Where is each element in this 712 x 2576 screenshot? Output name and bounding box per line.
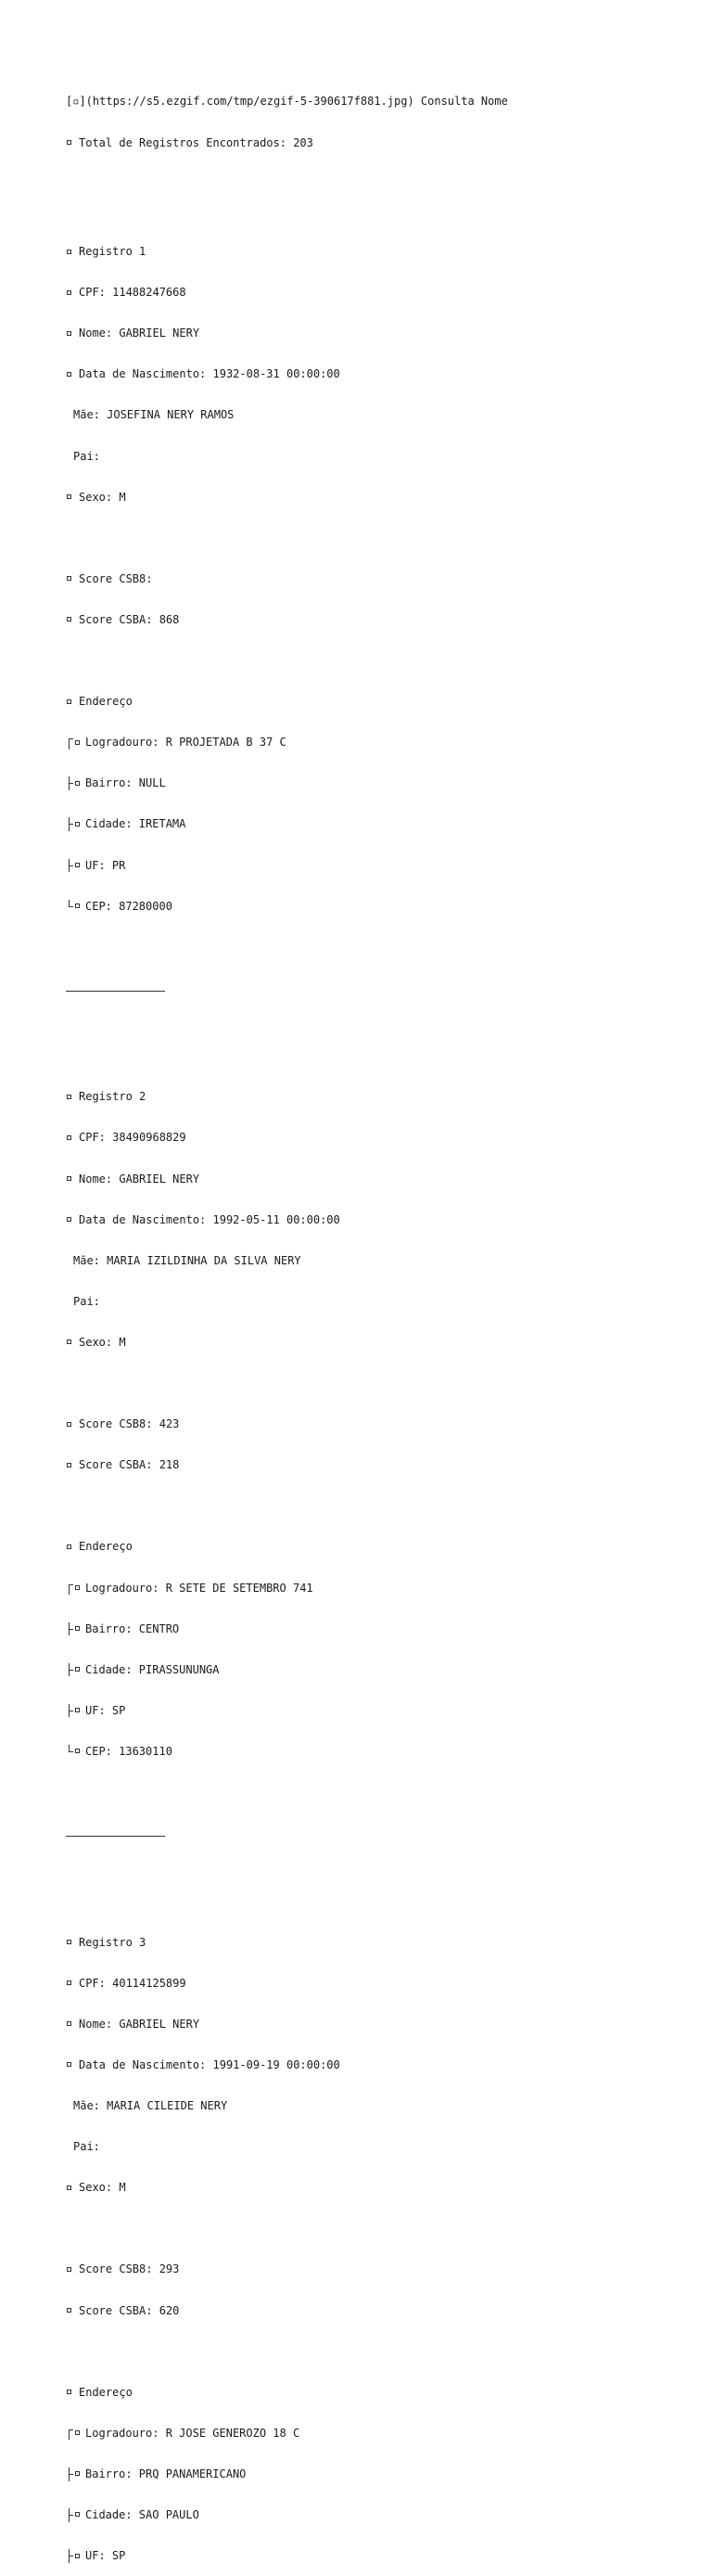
tree-branch-icon (68, 736, 75, 750)
record-sexo: Sexo: M (66, 491, 508, 505)
record-score-csba: Score CSBA: 868 (66, 613, 508, 627)
record-nome: Nome: GABRIEL NERY (66, 1173, 508, 1186)
record-bairro: Bairro: NULL (66, 776, 508, 790)
record-pai: Pai: (73, 449, 100, 463)
record-cpf: CPF: 38490968829 (66, 1131, 508, 1145)
record-logradouro: Logradouro: R JOSE GENEROZO 18 C (66, 2427, 508, 2441)
square-bullet-icon (67, 1940, 71, 1944)
record-title: Registro 1 (66, 245, 508, 259)
record-endereco: Endereço (66, 1540, 508, 1554)
tree-branch-icon (68, 1663, 75, 1677)
square-bullet-icon (75, 2471, 80, 2476)
square-bullet-icon (67, 1339, 71, 1344)
record-sexo: Sexo: M (66, 1336, 508, 1350)
record-cidade: Cidade: PIRASSUNUNGA (66, 1663, 508, 1677)
record-endereco: Endereço (66, 695, 508, 709)
square-bullet-icon (67, 1095, 71, 1099)
record-nascimento: Data de Nascimento: 1932-08-31 00:00:00 (66, 367, 508, 381)
record-cpf: CPF: 11488247668 (66, 286, 508, 300)
record-separator (66, 981, 165, 995)
tree-branch-icon (68, 859, 75, 873)
tree-branch-icon (68, 2549, 75, 2563)
record-uf: UF: SP (66, 2549, 508, 2563)
square-bullet-icon (67, 1980, 71, 1985)
square-bullet-icon (67, 290, 71, 295)
record-nascimento: Data de Nascimento: 1992-05-11 00:00:00 (66, 1213, 508, 1227)
square-bullet-icon (67, 1463, 71, 1467)
square-bullet-icon (75, 1708, 80, 1712)
square-bullet-icon (75, 2512, 80, 2517)
square-bullet-icon (75, 1585, 80, 1590)
square-bullet-icon (75, 1667, 80, 1672)
tree-end-icon (68, 900, 75, 914)
square-bullet-icon (67, 576, 71, 581)
square-bullet-icon (75, 1749, 80, 1753)
tree-branch-icon (68, 2467, 75, 2481)
record-nascimento: Data de Nascimento: 1991-09-19 00:00:00 (66, 2058, 508, 2072)
record-cidade: Cidade: SAO PAULO (66, 2508, 508, 2522)
square-bullet-icon (75, 822, 80, 827)
record-mae: Mãe: MARIA CILEIDE NERY (73, 2099, 228, 2113)
square-bullet-icon (67, 617, 71, 622)
square-bullet-icon (67, 494, 71, 499)
record-separator (66, 1826, 165, 1840)
record-pai: Pai: (73, 1294, 100, 1308)
record-pai: Pai: (73, 2140, 100, 2154)
record-cep: CEP: 87280000 (66, 900, 508, 914)
record-endereco: Endereço (66, 2386, 508, 2400)
square-bullet-icon (67, 1176, 71, 1181)
square-bullet-icon (67, 1544, 71, 1549)
tree-branch-icon (68, 1582, 75, 1596)
square-bullet-icon (67, 1217, 71, 1222)
square-bullet-icon (67, 699, 71, 704)
square-bullet-icon (67, 250, 71, 254)
square-bullet-icon (75, 1626, 80, 1631)
square-bullet-icon (67, 2185, 71, 2190)
tree-end-icon (68, 1745, 75, 1759)
square-bullet-icon (67, 2390, 71, 2394)
square-bullet-icon (67, 2308, 71, 2313)
square-bullet-icon (75, 781, 80, 786)
tree-branch-icon (68, 1622, 75, 1636)
record-bairro: Bairro: CENTRO (66, 1622, 508, 1636)
record-uf: UF: SP (66, 1704, 508, 1718)
square-bullet-icon (67, 140, 71, 145)
square-bullet-icon (75, 740, 80, 745)
tree-branch-icon (68, 817, 75, 831)
record-score-csba: Score CSBA: 218 (66, 1458, 508, 1472)
record-cep: CEP: 13630110 (66, 1745, 508, 1759)
square-bullet-icon (67, 372, 71, 377)
record-bairro: Bairro: PRQ PANAMERICANO (66, 2467, 508, 2481)
square-bullet-icon (67, 331, 71, 336)
record-nome: Nome: GABRIEL NERY (66, 327, 508, 340)
record-title: Registro 3 (66, 1936, 508, 1950)
tree-branch-icon (68, 1704, 75, 1718)
record-mae: Mãe: MARIA IZILDINHA DA SILVA NERY (73, 1253, 301, 1267)
square-bullet-icon (67, 1135, 71, 1140)
square-bullet-icon (67, 2062, 71, 2067)
document-body (66, 68, 508, 2576)
record-nome: Nome: GABRIEL NERY (66, 2018, 508, 2031)
square-bullet-icon (67, 1422, 71, 1427)
record-cidade: Cidade: IRETAMA (66, 817, 508, 831)
record-uf: UF: PR (66, 859, 508, 873)
square-bullet-icon (75, 2554, 80, 2558)
record-logradouro: Logradouro: R PROJETADA B 37 C (66, 736, 508, 750)
tree-branch-icon (68, 2508, 75, 2522)
square-bullet-icon (67, 2021, 71, 2026)
record-score-csb8: Score CSB8: 423 (66, 1417, 508, 1431)
record-logradouro: Logradouro: R SETE DE SETEMBRO 741 (66, 1582, 508, 1596)
record-cpf: CPF: 40114125899 (66, 1977, 508, 1991)
square-bullet-icon (75, 863, 80, 867)
record-score-csb8: Score CSB8: 293 (66, 2262, 508, 2276)
record-score-csb8: Score CSB8: (66, 572, 508, 586)
tree-branch-icon (68, 776, 75, 790)
square-bullet-icon (75, 904, 80, 908)
record-sexo: Sexo: M (66, 2181, 508, 2195)
square-bullet-icon (67, 2267, 71, 2272)
square-bullet-icon (75, 2430, 80, 2435)
tree-branch-icon (68, 2427, 75, 2441)
source-link-line[interactable]: [▫](https://s5.ezgif.com/tmp/ezgif-5-390617f881.jpg) Consulta Nome (66, 95, 508, 109)
record-score-csba: Score CSBA: 620 (66, 2304, 508, 2318)
record-mae: Mãe: JOSEFINA NERY RAMOS (73, 408, 235, 422)
total-records-line: Total de Registros Encontrados: 203 (66, 136, 508, 150)
record-title: Registro 2 (66, 1090, 508, 1104)
